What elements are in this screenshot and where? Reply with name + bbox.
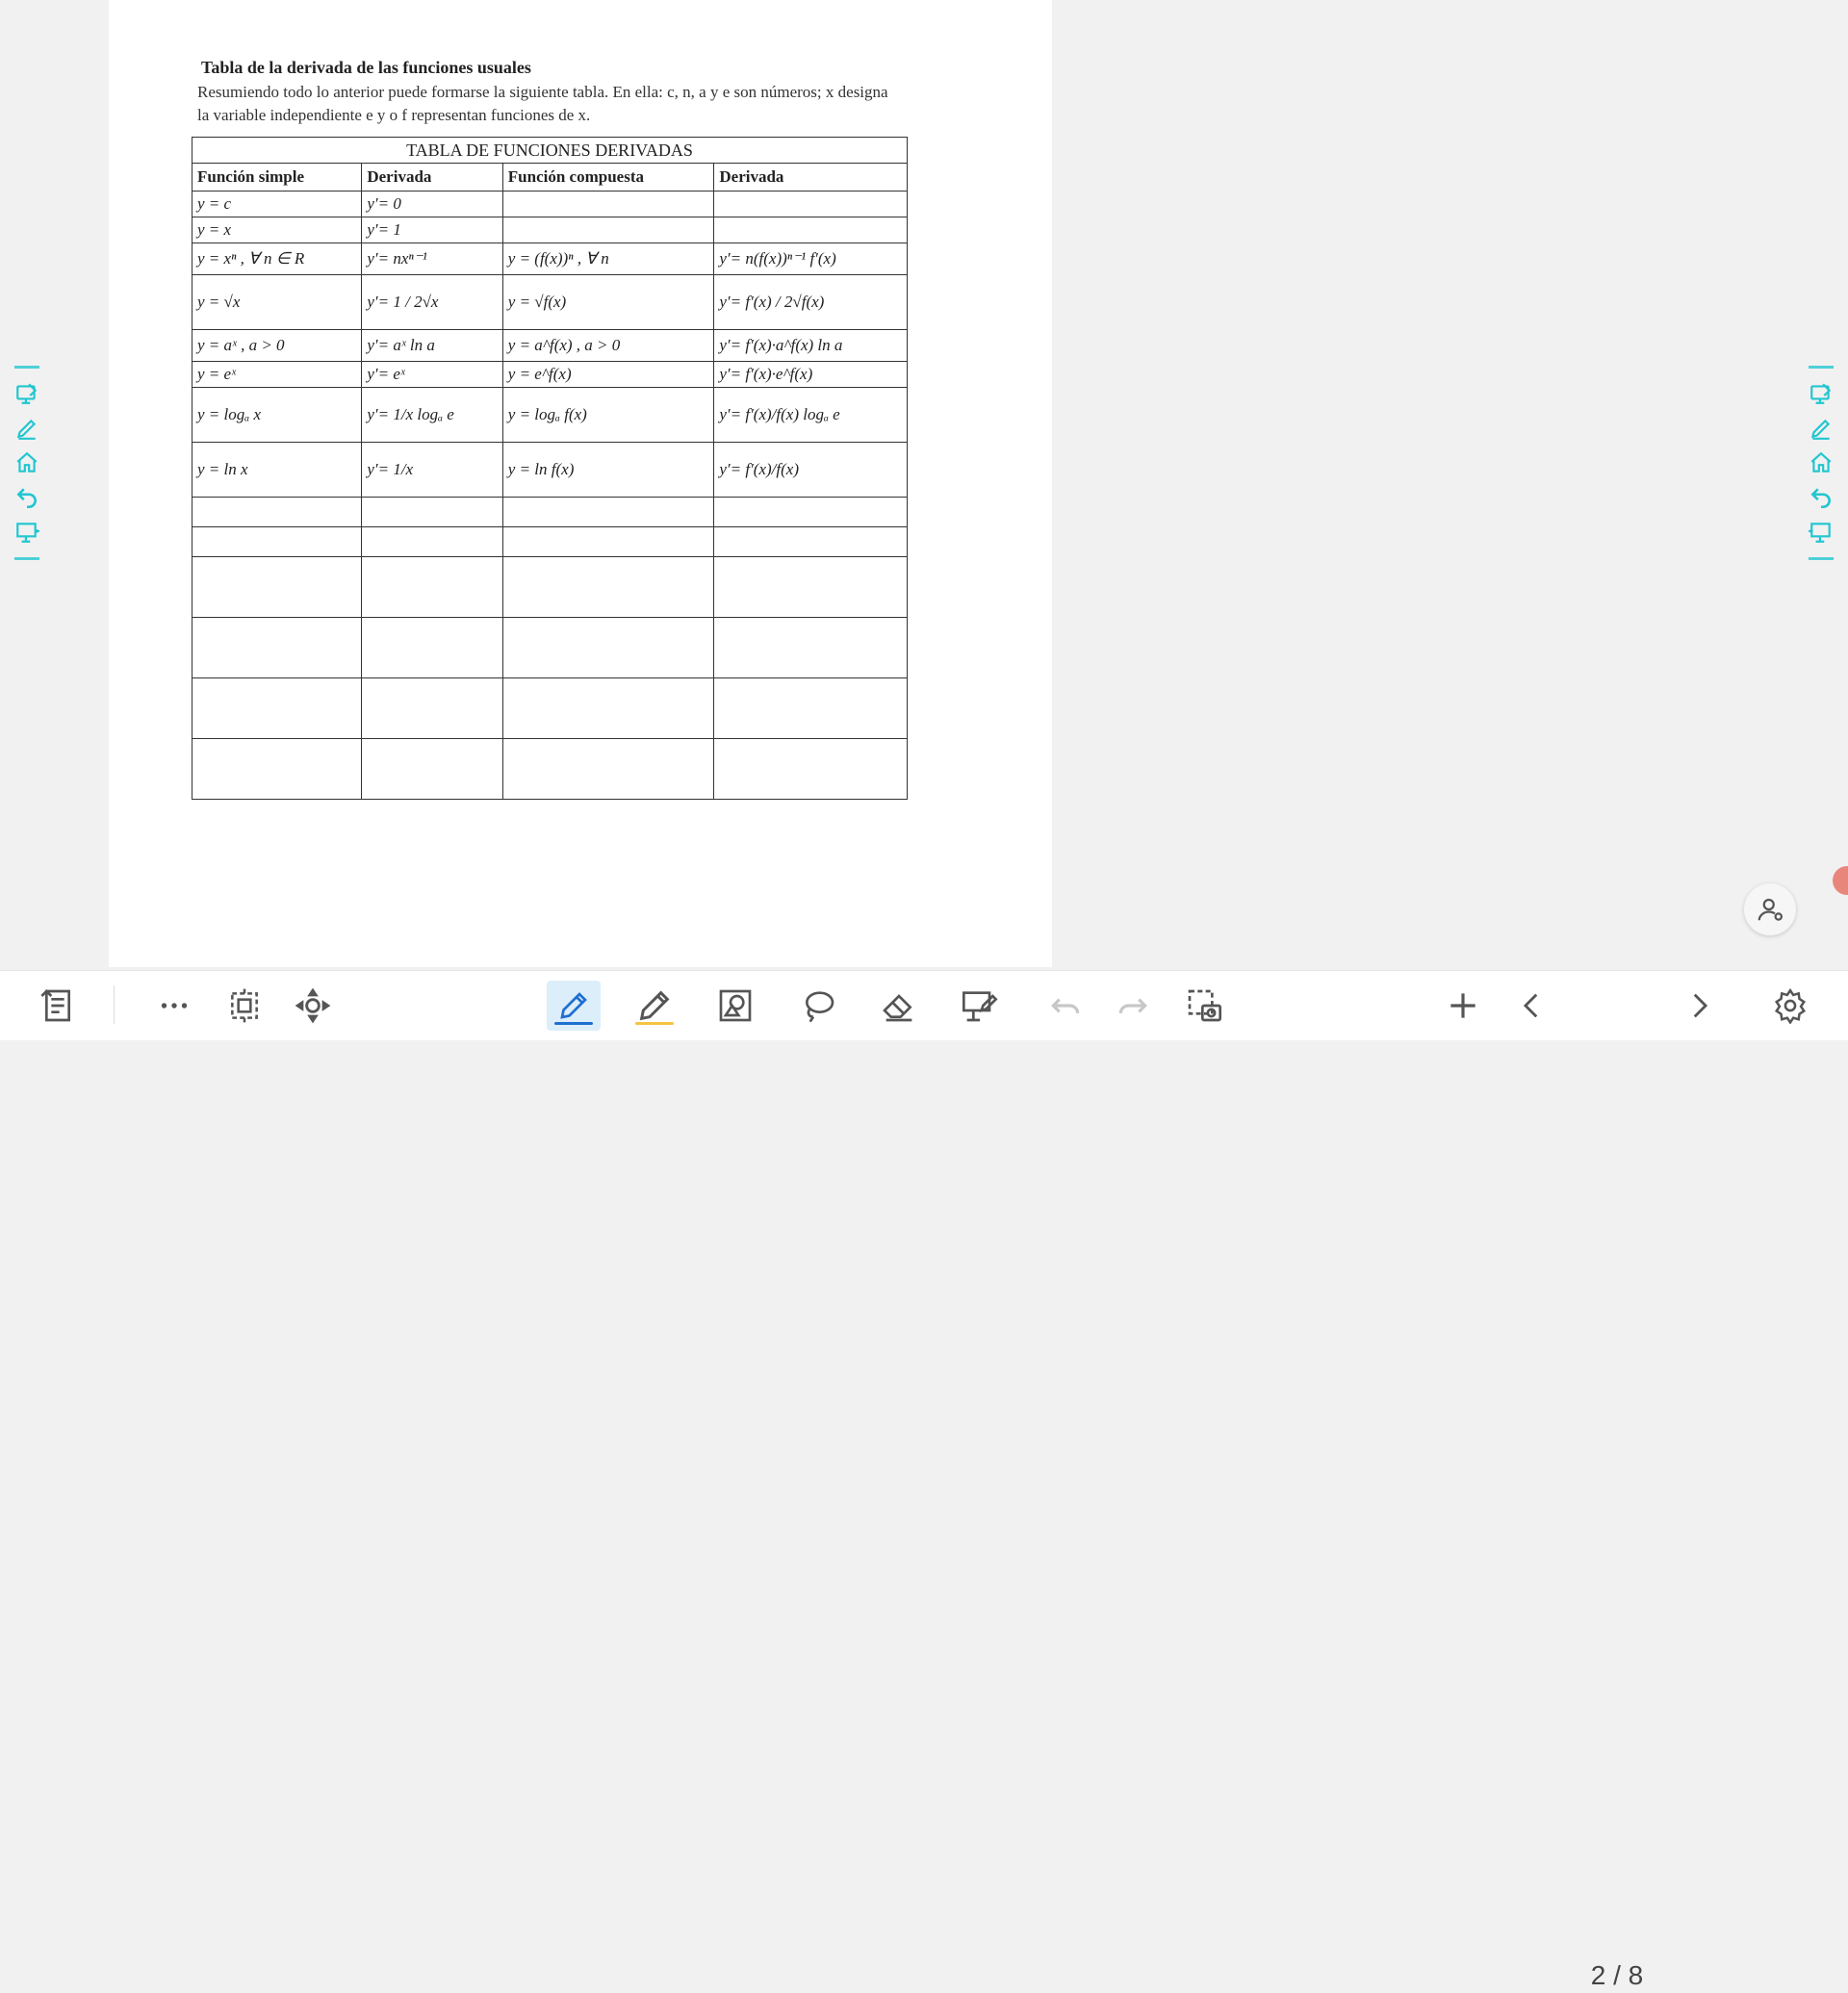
table-row-empty (192, 618, 908, 678)
table-cell: y′= f′(x)·a^f(x) ln a (714, 330, 908, 362)
table-row-empty (192, 498, 908, 527)
slide-edit-icon[interactable] (8, 376, 46, 411)
presentation-icon[interactable] (1802, 515, 1840, 549)
board-button[interactable] (953, 981, 1007, 1031)
table-cell: y = ln f(x) (502, 443, 714, 498)
lasso-button[interactable] (791, 981, 845, 1031)
presentation-icon[interactable] (8, 515, 46, 549)
shape-icon (716, 986, 755, 1025)
settings-button[interactable] (1763, 981, 1817, 1031)
table-row (192, 243, 908, 275)
table-cell: y = a^f(x) , a > 0 (502, 330, 714, 362)
table-cell: y′= nxⁿ⁻¹ (362, 243, 502, 275)
floating-indicator[interactable] (1833, 866, 1848, 895)
undo-icon[interactable] (1802, 480, 1840, 515)
toolbar-divider (114, 985, 115, 1024)
move-button[interactable] (286, 981, 340, 1031)
home-icon[interactable] (1802, 446, 1840, 480)
select-icon (226, 987, 263, 1024)
select-button[interactable] (218, 981, 271, 1031)
user-icon (1756, 895, 1784, 924)
table-cell: y = √f(x) (502, 275, 714, 330)
move-icon (295, 987, 331, 1024)
highlighter-button[interactable] (628, 981, 681, 1031)
table-cell: y′= 1/x (362, 443, 502, 498)
table-row-empty (192, 678, 908, 739)
redo-button[interactable] (1106, 981, 1160, 1031)
table-cell (502, 217, 714, 243)
page-indicator: 2 / 8 (1590, 1960, 1644, 1990)
table-cell: y′= f′(x)·e^f(x) (714, 362, 908, 388)
board-icon (959, 986, 1001, 1025)
table-cell: y′= f′(x) / 2√f(x) (714, 275, 908, 330)
table-cell: y′= n(f(x))ⁿ⁻¹ f′(x) (714, 243, 908, 275)
bottom-toolbar (0, 970, 1848, 1990)
table-cell: y′= aˣ ln a (362, 330, 502, 362)
undo-icon (1047, 987, 1084, 1024)
table-cell: y′= eˣ (362, 362, 502, 388)
table-row-empty (192, 527, 908, 557)
table-cell: y = √x (192, 275, 362, 330)
lasso-icon (799, 986, 837, 1025)
pen-tool-button[interactable] (547, 981, 601, 1031)
notes-icon (38, 986, 77, 1025)
highlighter-color-indicator (635, 1022, 674, 1025)
slide-edit-icon[interactable] (1802, 376, 1840, 411)
header-cell: Función compuesta (502, 164, 714, 192)
table-row (192, 275, 908, 330)
pen-color-indicator (554, 1022, 593, 1025)
gear-icon (1772, 987, 1809, 1024)
eraser-button[interactable] (872, 981, 926, 1031)
table-row-empty (192, 557, 908, 618)
document-page (109, 0, 1052, 967)
header-cell: Derivada (362, 164, 502, 192)
table-cell: y = c (192, 192, 362, 217)
table-cell (714, 192, 908, 217)
screenshot-button[interactable] (1177, 981, 1231, 1031)
table-cell: y′= 1 (362, 217, 502, 243)
table-cell: y = logₐ x (192, 388, 362, 443)
table-cell: y′= f′(x)/f(x) logₐ e (714, 388, 908, 443)
screenshot-icon (1185, 986, 1223, 1025)
table-cell: y = xⁿ , ∀ n ∈ R (192, 243, 362, 275)
document-title: Tabla de la derivada de las funciones usuales (201, 58, 531, 77)
table-cell (502, 192, 714, 217)
shape-button[interactable] (708, 981, 762, 1031)
sidebar-divider (14, 557, 39, 560)
home-icon[interactable] (8, 446, 46, 480)
user-button[interactable] (1744, 883, 1796, 935)
table-cell: y = e^f(x) (502, 362, 714, 388)
table-cell (714, 217, 908, 243)
table-cell: y′= 1 / 2√x (362, 275, 502, 330)
notes-button[interactable] (31, 981, 85, 1031)
pen-icon[interactable] (8, 411, 46, 446)
table-cell: y′= 1/x logₐ e (362, 388, 502, 443)
chevron-right-icon (1682, 989, 1715, 1022)
sidebar-divider (14, 366, 39, 369)
redo-icon (1115, 987, 1151, 1024)
chevron-left-icon (1516, 989, 1549, 1022)
table-cell: y′= f′(x)/f(x) (714, 443, 908, 498)
table-cell: y′= 0 (362, 192, 502, 217)
table-cell: y = x (192, 217, 362, 243)
pen-icon (556, 988, 591, 1023)
header-cell: Función simple (192, 164, 362, 192)
document-intro: Resumiendo todo lo anterior puede formarse la siguiente tabla. En ella: c, n, a y e son números; x designa la variable independiente e y o f representan funciones de x. (197, 83, 888, 124)
derivatives-table (192, 137, 908, 800)
header-cell: Derivada (714, 164, 908, 192)
table-cell: y = ln x (192, 443, 362, 498)
left-quick-toolbar (8, 358, 46, 599)
add-page-icon (1445, 987, 1481, 1024)
more-button[interactable] (147, 981, 201, 1031)
table-title: TABLA DE FUNCIONES DERIVADAS (192, 138, 908, 164)
table-row (192, 330, 908, 362)
table-cell: y = aˣ , a > 0 (192, 330, 362, 362)
undo-button[interactable] (1039, 981, 1092, 1031)
add-page-button[interactable] (1436, 981, 1490, 1031)
highlighter-icon (635, 986, 674, 1025)
table-row (192, 362, 908, 388)
table-cell: y = eˣ (192, 362, 362, 388)
sidebar-divider (1809, 366, 1834, 369)
undo-icon[interactable] (8, 480, 46, 515)
table-row (192, 443, 908, 498)
right-quick-toolbar (1802, 358, 1840, 599)
table-row (192, 192, 908, 217)
table-cell: y = (f(x))ⁿ , ∀ n (502, 243, 714, 275)
sidebar-divider (1809, 557, 1834, 560)
table-row-empty (192, 739, 908, 800)
more-icon (157, 988, 192, 1023)
table-row (192, 217, 908, 243)
table-cell: y = logₐ f(x) (502, 388, 714, 443)
pen-icon[interactable] (1802, 411, 1840, 446)
next-page-button[interactable] (1672, 981, 1726, 1031)
eraser-icon (880, 986, 918, 1025)
table-row (192, 388, 908, 443)
prev-page-button[interactable] (1505, 981, 1559, 1031)
